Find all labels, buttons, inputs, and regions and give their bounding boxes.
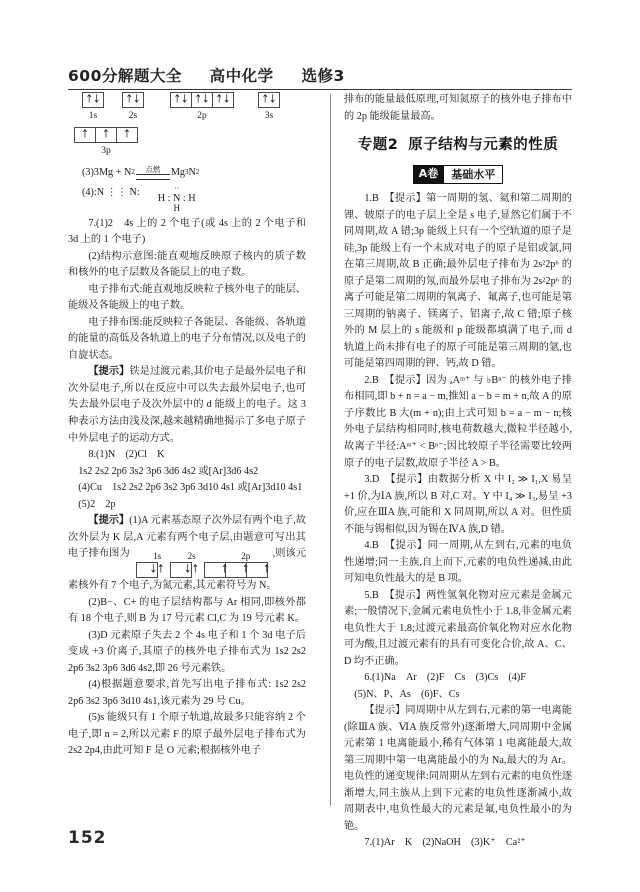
inline-orbital-1s	[133, 551, 165, 578]
section-title: 原子结构与元素的性质	[408, 137, 559, 154]
spin-arrows: ↑	[81, 128, 89, 141]
spin-arrows: ↑↓	[85, 93, 101, 106]
reaction-arrow	[136, 166, 170, 180]
orbital-group-1s	[82, 92, 104, 124]
answer-3: 3.D 【提示】由数据分析 X 中 I₂ ≫ I₁,X 易呈 +1 价,为ⅠA 族,所以 B 对,C 对。Y 中 I₄ ≫ I₃,易呈 +3 价,应在ⅢA 族,可能和 X 同周期,所以 A 对。但性质不能与锡相似,因为锡在ⅣA 族,D 错。	[344, 474, 572, 535]
answer-8-tip-5: (5)s 能级只有 1 个原子轨道,故最多只能容纳 2 个电子,即 n = 2,所以元素 F 的原子最外层电子排布式为 2s2 2p4,由此可知 F 是 O 元素;根据核外电子	[68, 712, 306, 757]
badge-volume: A卷	[413, 165, 445, 185]
header-divider	[68, 89, 572, 90]
tip-text: (1)A 元素基态原子次外层有两个电子,故次外层为 K 层,A 元素有两个电子层,由题意可写出其电子排布图为	[68, 515, 307, 560]
spin-arrows: ↑	[242, 563, 250, 576]
equation-number: (3)	[82, 166, 94, 178]
answer-8-4: (4)Cu 1s2 2s2 2p6 3s2 3p6 3d10 4s1 或[Ar]3d10 4s1	[78, 482, 303, 494]
spin-arrows: ↑	[263, 563, 271, 576]
answer-7-1: 7.(1)2 4s 上的 2 个电子(或 4s 上的 2 个电子和 3d 上的 1 个电子)	[68, 217, 306, 246]
answer-7-2: (2)结构示意图:能直观地反映原子核内的质子数和核外的电子层数及各能层上的电子数。	[68, 250, 306, 279]
answer-5: 5.B 【提示】两性氢氧化物对应元素是金属元素;一般情况下,金属元素电负性小于 1.8,非金属元素电负性大于 1.8;过渡元素最高价氧化物对应水化物可为酸,且过渡元素有的具有可变化合价,故 A、C、D 均不正确。	[344, 589, 572, 667]
tip-label: 【提示】	[88, 366, 130, 378]
answer-8-tip-4: (4)根据题意要求,首先写出电子排布式: 1s2 2s2 2p6 3s2 3p6 3d10 4s1,该元素为 29 号 Cu。	[68, 679, 306, 707]
product-element: N	[188, 166, 196, 178]
answer-8-tip-2: (2)B−、C+ 的电子层结构都与 Ar 相同,即核外都有 18 个电子,则 B 为 17 号元素 Cl,C 为 19 号元素 K。	[68, 596, 306, 625]
orbital-label: 1s	[153, 551, 162, 562]
orbital-group-3s	[258, 92, 280, 124]
answer-8-1: 8.(1)N (2)Cl K	[88, 449, 165, 461]
inline-orbital-2s	[167, 551, 200, 578]
lewis-structure-line	[68, 185, 306, 214]
spin-arrows: ↑	[102, 128, 110, 141]
orbital-label: 3p	[101, 146, 111, 157]
answer-8-tip-1	[68, 513, 306, 595]
lewis-nh3: H : N : H	[157, 192, 196, 204]
chemical-equation	[68, 165, 306, 182]
running-head	[68, 64, 572, 90]
spin-arrows: ↓↑	[149, 563, 165, 576]
orbital-diagram-row-1	[68, 92, 306, 124]
right-column	[334, 92, 572, 849]
orbital-boxes	[74, 127, 138, 143]
section-heading	[344, 134, 572, 184]
orbital-cell	[212, 92, 234, 108]
answer-7-tip	[68, 364, 306, 447]
lone-pair-dots: ··	[174, 184, 180, 194]
answer-7-3: 电子排布式:能直观地反映粒子核外电子的能层、能级及各能级上的电子数。	[68, 283, 306, 312]
spin-arrows: ↑↓	[215, 93, 231, 106]
subscript: 2	[195, 169, 200, 177]
answer-6-a: 6.(1)Na Ar (2)F Cs (3)Cs (4)F	[364, 672, 526, 684]
orbital-cell	[170, 562, 200, 578]
orbital-cell	[116, 127, 138, 143]
orbital-diagram-row-2	[68, 127, 306, 159]
level-badge	[344, 165, 572, 185]
tip-label: 【提示】	[88, 515, 130, 527]
lewis-n2: :N ⋮⋮ N:	[93, 187, 140, 199]
orbital-boxes	[170, 92, 234, 108]
running-head-title	[68, 64, 572, 86]
lewis-number: (4)	[82, 187, 94, 199]
orbital-cell	[246, 562, 271, 578]
equation-reactants: 3Mg + N	[93, 166, 132, 178]
orbital-label: 2s	[187, 551, 196, 562]
orbital-cell	[191, 92, 213, 108]
reaction-condition: 点燃	[145, 165, 161, 175]
spin-arrows: ↓↑	[184, 563, 200, 576]
volume-label: 选修3	[301, 67, 345, 85]
spin-arrows: ↑↓	[261, 93, 277, 106]
book-title: 600分解题大全	[68, 67, 182, 85]
answer-8-5: (5)2 2p	[78, 498, 116, 510]
page-number: 152	[68, 828, 107, 848]
carryover-text: 排布的能量最低原理,可知氮原子的核外电子排布中的 2p 能级能量最高。	[344, 94, 572, 122]
subscript: 2	[131, 169, 135, 177]
spin-arrows: ↑	[221, 563, 229, 576]
orbital-cell	[136, 562, 165, 578]
inline-orbital-2p	[202, 552, 270, 578]
spin-arrows: ↑↓	[194, 93, 210, 106]
equation-products: Mg	[170, 166, 185, 178]
tip-text: 铁是过渡元素,其价电子是最外层电子和次外层电子,所以在反应中可以失去最外层电子,也可失去最外层电子及次外层中的 d 能级上的电子。这 3 种表示方法由浅及深,越来越精确地揭示了多电子原子中外层电子的运动方式。	[68, 366, 307, 444]
tip-text-cont: ,则该元素核外有 7 个电子,为氮元素,其元素符号为 N。	[68, 548, 307, 592]
orbital-boxes	[82, 92, 104, 108]
answer-8-tip-3: (3)D 元素原子失去 2 个 4s 电子和 1 个 3d 电子后变成 +3 价离子,其原子的核外电子排布式为 1s2 2s2 2p6 3s2 3p6 3d6 4s2,即 26 号元素铁。	[68, 629, 306, 674]
orbital-group-2p	[170, 92, 234, 124]
spin-arrows: ↑↓	[125, 93, 141, 106]
orbital-group-3p	[74, 127, 138, 159]
spin-arrows: ↑↓	[173, 93, 189, 106]
orbital-cell	[82, 92, 104, 108]
subject-label: 高中化学	[209, 67, 274, 85]
answer-2: 2.B 【提示】因为 ₐAᵐ⁺ 与 ♭Bⁿ⁻ 的核外电子排布相同,即 b + n = a − m,推知 a − b = m + n,故 A 的原子序数比 B 大(m + n);由上式可知 b = a − m − n;核外电子层结构相同时,核电荷数越大,微粒半径越小,故离子半径:Aᵐ⁺ < Bⁿ⁻;因比较原子半径需要比较两原子的电子层数,故原子半径 A > B。	[344, 374, 572, 469]
answer-6-b: (5)N、P、As (6)F、Cs	[354, 688, 460, 700]
subscript: 3	[184, 169, 189, 177]
arrow-line	[136, 174, 170, 180]
answer-8-3: 1s2 2s2 2p6 3s2 3p6 3d6 4s2 或[Ar]3d6 4s2	[78, 465, 259, 477]
orbital-label: 2p	[197, 111, 207, 121]
orbital-label: 2p	[241, 551, 251, 562]
spin-arrows: ↑	[123, 128, 131, 141]
orbital-cell	[122, 92, 144, 108]
section-number: 专题2	[357, 137, 399, 154]
left-column	[68, 92, 306, 812]
orbital-boxes	[258, 92, 280, 108]
answer-7: 7.(1)Ar K (2)NaOH (3)K⁺ Ca²⁺	[364, 837, 526, 849]
two-column-body	[68, 92, 572, 849]
orbital-label: 1s	[88, 111, 98, 121]
answer-6-tip: 【提示】同周期中从左到右,元素的第一电离能(除ⅢA 族、ⅥA 族反常外)逐渐增大,同周期中金属元素第 1 电离能最小,稀有气体第 1 电离能最大,故第三周期中第一电离能最小的为 Na,最大的为 Ar。电负性的递变规律:同周期从左到右元素的电负性逐渐增大,同主族从上到下元素的电负性逐渐减小,故周期表中,电负性最大的元素是氟,电负性最小的为铯。	[344, 705, 572, 832]
answer-7-4: 电子排布图:能反映粒子各能层、各能级、各轨道的能量的高低及各轨道上的电子分布情况,以及电子的自旋状态。	[68, 316, 306, 361]
orbital-cell	[95, 127, 117, 143]
orbital-group-2s	[122, 92, 144, 124]
section-title-line	[344, 134, 572, 157]
answer-4: 4.B 【提示】同一周期,从左到右,元素的电负性递增;同一主族,自上而下,元素的电负性递减,由此可知电负性最大的是 B 项。	[344, 540, 572, 585]
orbital-cell	[170, 92, 192, 108]
answer-1: 1.B 【提示】第一周期的氢、氦和第二周期的锂、铍原子的电子层上全是 s 电子,显然它们属于不同周期,故 A 错;3p 能级上只有一个空轨道的原子是硅,3p 能级上有一个未成对电子的原子是铝或氯,同在第三周期,故 B 正确;最外层电子排布为 2s²2p⁶ 的原子是第二周期的氖,而最外层电子排布为 2s²2p⁶ 的离子可能是第二周期的氧离子、氟离子,也可能是第三周期的钠离子、镁离子、铝离子,故 C 错;原子核外的 M 层上的 s 能级和 p 能级都填满了电子,而 d 轨道上尚未排有电子的原子可能是第三周期的氩,也可能是第四周期的钾、钙,故 D 错。	[344, 193, 572, 370]
orbital-cell	[258, 92, 280, 108]
column-divider	[330, 94, 331, 806]
orbital-boxes	[122, 92, 144, 108]
badge-level: 基础水平	[444, 165, 503, 185]
orbital-cell	[74, 127, 96, 143]
orbital-label: 3s	[264, 111, 274, 121]
orbital-label: 2s	[128, 111, 138, 121]
lewis-nh3-hydrogen: H	[173, 203, 180, 214]
